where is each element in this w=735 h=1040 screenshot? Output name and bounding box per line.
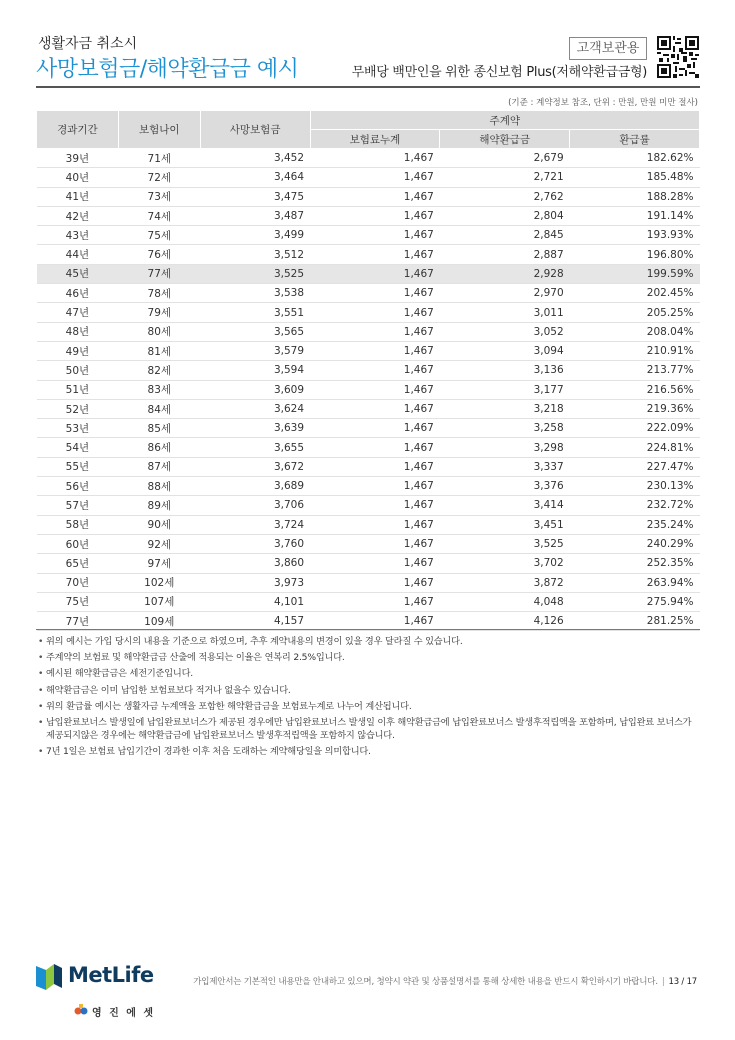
- cell-premium-total: 1,467: [310, 592, 440, 611]
- cell-age: 76세: [118, 245, 200, 264]
- notes-list: [38, 635, 700, 761]
- cell-age: 72세: [118, 168, 200, 187]
- cell-refund-rate: 222.09%: [570, 419, 700, 438]
- footer-separator: |: [661, 977, 665, 987]
- cell-surrender-value: 3,094: [440, 341, 570, 360]
- note-item: • 주계약의 보험료 및 해약환급금 산출에 적용되는 이율은 연복리 2.5%입니다.: [38, 651, 700, 664]
- table-row: [37, 496, 700, 515]
- cell-death-benefit: 3,860: [200, 554, 310, 573]
- cell-period: 58년: [37, 515, 119, 534]
- cell-death-benefit: 3,525: [200, 264, 310, 283]
- table-bottom-rule: [36, 629, 700, 630]
- cell-age: 102세: [118, 573, 200, 592]
- note-item: • 납입완료보너스 발생일에 납입완료보너스가 제공된 경우에만 납입완료보너스 발생일 이후 해약환급금에 납입완료보너스 발생후적립액을 포함하며, 납입완료 보너스가 제공되지않은 경우에는 해약환급금에 납입완료보너스 발생후적립액을 포함하지 않습니다.: [38, 716, 700, 742]
- cell-premium-total: 1,467: [310, 245, 440, 264]
- cell-age: 75세: [118, 226, 200, 245]
- cell-surrender-value: 2,928: [440, 264, 570, 283]
- table-row: [37, 149, 700, 168]
- cell-period: 53년: [37, 419, 119, 438]
- cell-surrender-value: 3,136: [440, 361, 570, 380]
- cell-surrender-value: 3,011: [440, 303, 570, 322]
- header-surrender-value: 해약환급금: [440, 130, 570, 149]
- customer-copy-badge: 고객보관용: [569, 37, 647, 60]
- table-row: [37, 341, 700, 360]
- table-row: [37, 438, 700, 457]
- header-period: 경과기간: [37, 111, 119, 149]
- cell-premium-total: 1,467: [310, 322, 440, 341]
- table-row: [37, 573, 700, 592]
- cell-refund-rate: 232.72%: [570, 496, 700, 515]
- page-subtitle: 생활자금 취소시: [38, 36, 138, 52]
- cell-premium-total: 1,467: [310, 168, 440, 187]
- cell-death-benefit: 3,760: [200, 534, 310, 553]
- agency-name: 영 진 에 셋: [92, 1008, 156, 1019]
- cell-surrender-value: 3,177: [440, 380, 570, 399]
- table-row: [37, 419, 700, 438]
- cell-premium-total: 1,467: [310, 284, 440, 303]
- cell-death-benefit: 3,594: [200, 361, 310, 380]
- table-row: [37, 380, 700, 399]
- cell-death-benefit: 3,706: [200, 496, 310, 515]
- cell-refund-rate: 224.81%: [570, 438, 700, 457]
- cell-death-benefit: 3,475: [200, 187, 310, 206]
- cell-age: 83세: [118, 380, 200, 399]
- cell-premium-total: 1,467: [310, 477, 440, 496]
- note-item: • 7년 1일은 보험료 납입기간이 경과한 이후 처음 도래하는 계약해당일을 의미합니다.: [38, 745, 700, 758]
- cell-premium-total: 1,467: [310, 206, 440, 225]
- footer-disclaimer: [193, 975, 697, 987]
- cell-surrender-value: 4,048: [440, 592, 570, 611]
- page-number: 13 / 17: [668, 977, 697, 987]
- header-premium-total: 보험료누계: [310, 130, 440, 149]
- table-row: [37, 284, 700, 303]
- cell-surrender-value: 3,414: [440, 496, 570, 515]
- cell-refund-rate: 199.59%: [570, 264, 700, 283]
- cell-surrender-value: 2,845: [440, 226, 570, 245]
- table-row: [37, 592, 700, 611]
- cell-death-benefit: 3,624: [200, 399, 310, 418]
- cell-age: 74세: [118, 206, 200, 225]
- cell-death-benefit: 3,579: [200, 341, 310, 360]
- cell-refund-rate: 227.47%: [570, 457, 700, 476]
- cell-surrender-value: 3,702: [440, 554, 570, 573]
- note-item: • 해약환급금은 이미 납입한 보험료보다 적거나 없을수 있습니다.: [38, 684, 700, 697]
- header-main-contract: 주계약: [310, 111, 699, 130]
- cell-age: 77세: [118, 264, 200, 283]
- cell-surrender-value: 2,804: [440, 206, 570, 225]
- cell-premium-total: 1,467: [310, 380, 440, 399]
- cell-age: 85세: [118, 419, 200, 438]
- cell-premium-total: 1,467: [310, 399, 440, 418]
- cell-age: 89세: [118, 496, 200, 515]
- cell-refund-rate: 208.04%: [570, 322, 700, 341]
- cell-period: 41년: [37, 187, 119, 206]
- cell-death-benefit: 3,639: [200, 419, 310, 438]
- header-age: 보험나이: [118, 111, 200, 149]
- cell-death-benefit: 4,157: [200, 612, 310, 631]
- cell-surrender-value: 3,872: [440, 573, 570, 592]
- cell-surrender-value: 2,762: [440, 187, 570, 206]
- table-row: [37, 226, 700, 245]
- cell-premium-total: 1,467: [310, 361, 440, 380]
- cell-age: 97세: [118, 554, 200, 573]
- cell-period: 50년: [37, 361, 119, 380]
- table-row: [37, 477, 700, 496]
- table-body: [37, 149, 700, 631]
- note-item: • 위의 환급률 예시는 생활자금 누계액을 포함한 해약환급금을 보험료누계로 나누어 계산됩니다.: [38, 700, 700, 713]
- cell-surrender-value: 3,451: [440, 515, 570, 534]
- header-refund-rate: 환급률: [570, 130, 700, 149]
- cell-death-benefit: 3,487: [200, 206, 310, 225]
- table-row: [37, 264, 700, 283]
- header-death-benefit: 사망보험금: [200, 111, 310, 149]
- cell-death-benefit: 3,724: [200, 515, 310, 534]
- cell-age: 81세: [118, 341, 200, 360]
- cell-age: 87세: [118, 457, 200, 476]
- table-row: [37, 361, 700, 380]
- cell-age: 84세: [118, 399, 200, 418]
- table-row: [37, 515, 700, 534]
- cell-age: 78세: [118, 284, 200, 303]
- cell-death-benefit: 3,609: [200, 380, 310, 399]
- cell-death-benefit: 3,499: [200, 226, 310, 245]
- cell-surrender-value: 3,052: [440, 322, 570, 341]
- cell-refund-rate: 281.25%: [570, 612, 700, 631]
- cell-premium-total: 1,467: [310, 534, 440, 553]
- cell-age: 88세: [118, 477, 200, 496]
- cell-premium-total: 1,467: [310, 226, 440, 245]
- cell-death-benefit: 3,689: [200, 477, 310, 496]
- cell-period: 39년: [37, 149, 119, 168]
- table-row: [37, 457, 700, 476]
- cell-period: 54년: [37, 438, 119, 457]
- cell-death-benefit: 3,672: [200, 457, 310, 476]
- cell-period: 44년: [37, 245, 119, 264]
- cell-premium-total: 1,467: [310, 264, 440, 283]
- cell-refund-rate: 263.94%: [570, 573, 700, 592]
- cell-surrender-value: 2,679: [440, 149, 570, 168]
- cell-death-benefit: 3,973: [200, 573, 310, 592]
- table-row: [37, 303, 700, 322]
- cell-period: 40년: [37, 168, 119, 187]
- agency-emblem-icon: [74, 1004, 88, 1017]
- cell-premium-total: 1,467: [310, 438, 440, 457]
- cell-age: 80세: [118, 322, 200, 341]
- cell-period: 45년: [37, 264, 119, 283]
- cell-death-benefit: 3,538: [200, 284, 310, 303]
- metlife-logo-text: MetLife: [68, 963, 154, 987]
- page-title: 사망보험금/해약환급금 예시: [36, 57, 299, 82]
- table-row: [37, 534, 700, 553]
- cell-age: 79세: [118, 303, 200, 322]
- cell-period: 43년: [37, 226, 119, 245]
- cell-period: 49년: [37, 341, 119, 360]
- cell-surrender-value: 3,525: [440, 534, 570, 553]
- cell-period: 70년: [37, 573, 119, 592]
- cell-premium-total: 1,467: [310, 303, 440, 322]
- table-row: [37, 187, 700, 206]
- cell-premium-total: 1,467: [310, 554, 440, 573]
- cell-period: 52년: [37, 399, 119, 418]
- table-row: [37, 322, 700, 341]
- cell-period: 47년: [37, 303, 119, 322]
- cell-premium-total: 1,467: [310, 187, 440, 206]
- table-row: [37, 245, 700, 264]
- note-item: • 예시된 해약환급금은 세전기준입니다.: [38, 667, 700, 680]
- cell-death-benefit: 3,512: [200, 245, 310, 264]
- cell-refund-rate: 275.94%: [570, 592, 700, 611]
- qr-code-icon: [657, 36, 699, 78]
- surrender-value-table: [36, 110, 700, 631]
- note-item: • 위의 예시는 가입 당시의 내용을 기준으로 하였으며, 추후 계약내용의 변경이 있을 경우 달라질 수 있습니다.: [38, 635, 700, 648]
- cell-refund-rate: 193.93%: [570, 226, 700, 245]
- cell-refund-rate: 230.13%: [570, 477, 700, 496]
- cell-period: 48년: [37, 322, 119, 341]
- cell-refund-rate: 235.24%: [570, 515, 700, 534]
- cell-refund-rate: 202.45%: [570, 284, 700, 303]
- cell-period: 55년: [37, 457, 119, 476]
- cell-refund-rate: 252.35%: [570, 554, 700, 573]
- cell-refund-rate: 216.56%: [570, 380, 700, 399]
- cell-surrender-value: 3,258: [440, 419, 570, 438]
- cell-period: 60년: [37, 534, 119, 553]
- cell-death-benefit: 4,101: [200, 592, 310, 611]
- cell-premium-total: 1,467: [310, 573, 440, 592]
- cell-refund-rate: 191.14%: [570, 206, 700, 225]
- cell-surrender-value: 2,970: [440, 284, 570, 303]
- cell-premium-total: 1,467: [310, 515, 440, 534]
- cell-premium-total: 1,467: [310, 612, 440, 631]
- cell-refund-rate: 185.48%: [570, 168, 700, 187]
- cell-period: 46년: [37, 284, 119, 303]
- table-row: [37, 168, 700, 187]
- cell-death-benefit: 3,655: [200, 438, 310, 457]
- cell-age: 90세: [118, 515, 200, 534]
- table-row: [37, 206, 700, 225]
- cell-period: 57년: [37, 496, 119, 515]
- cell-age: 71세: [118, 149, 200, 168]
- cell-premium-total: 1,467: [310, 341, 440, 360]
- cell-refund-rate: 240.29%: [570, 534, 700, 553]
- product-name: 무배당 백만인을 위한 종신보험 Plus(저해약환급금형): [351, 65, 647, 80]
- cell-age: 73세: [118, 187, 200, 206]
- cell-age: 107세: [118, 592, 200, 611]
- cell-refund-rate: 213.77%: [570, 361, 700, 380]
- cell-death-benefit: 3,551: [200, 303, 310, 322]
- cell-death-benefit: 3,452: [200, 149, 310, 168]
- cell-refund-rate: 182.62%: [570, 149, 700, 168]
- cell-period: 77년: [37, 612, 119, 631]
- cell-age: 109세: [118, 612, 200, 631]
- cell-surrender-value: 3,298: [440, 438, 570, 457]
- cell-age: 82세: [118, 361, 200, 380]
- cell-surrender-value: 3,337: [440, 457, 570, 476]
- cell-death-benefit: 3,464: [200, 168, 310, 187]
- cell-premium-total: 1,467: [310, 457, 440, 476]
- cell-premium-total: 1,467: [310, 496, 440, 515]
- table-row: [37, 399, 700, 418]
- cell-refund-rate: 188.28%: [570, 187, 700, 206]
- cell-death-benefit: 3,565: [200, 322, 310, 341]
- cell-refund-rate: 210.91%: [570, 341, 700, 360]
- metlife-logo-icon: [36, 962, 62, 990]
- cell-surrender-value: 3,376: [440, 477, 570, 496]
- cell-surrender-value: 2,887: [440, 245, 570, 264]
- cell-period: 56년: [37, 477, 119, 496]
- cell-surrender-value: 3,218: [440, 399, 570, 418]
- cell-refund-rate: 205.25%: [570, 303, 700, 322]
- table-row: [37, 554, 700, 573]
- cell-period: 51년: [37, 380, 119, 399]
- cell-refund-rate: 196.80%: [570, 245, 700, 264]
- cell-age: 92세: [118, 534, 200, 553]
- cell-age: 86세: [118, 438, 200, 457]
- cell-premium-total: 1,467: [310, 149, 440, 168]
- cell-surrender-value: 2,721: [440, 168, 570, 187]
- disclaimer-text: 가입제안서는 기본적인 내용만을 안내하고 있으며, 청약시 약관 및 상품설명서를 통해 상세한 내용을 반드시 확인하시기 바랍니다.: [193, 977, 658, 987]
- cell-surrender-value: 4,126: [440, 612, 570, 631]
- cell-refund-rate: 219.36%: [570, 399, 700, 418]
- cell-premium-total: 1,467: [310, 419, 440, 438]
- cell-period: 75년: [37, 592, 119, 611]
- unit-note: (기준 : 계약정보 참조, 단위 : 만원, 만원 미만 절사): [508, 98, 698, 108]
- title-divider: [36, 86, 700, 88]
- cell-period: 42년: [37, 206, 119, 225]
- cell-period: 65년: [37, 554, 119, 573]
